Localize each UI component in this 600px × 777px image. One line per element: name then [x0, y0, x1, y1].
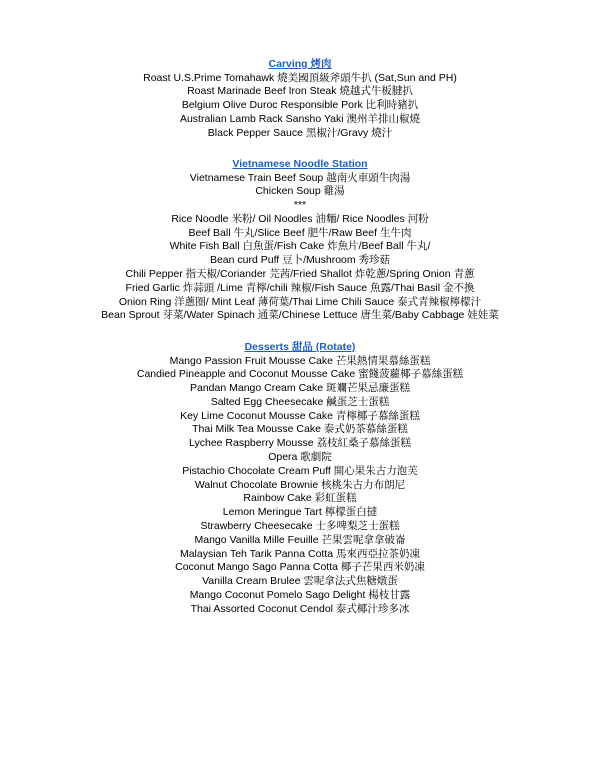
menu-item: Thai Milk Tea Mousse Cake 泰式奶茶慕絲蛋糕 [192, 423, 408, 436]
menu-item: Mango Coconut Pomelo Sago Delight 楊枝甘露 [189, 589, 411, 602]
menu-item: Walnut Chocolate Brownie 核桃朱古力布朗尼 [194, 478, 406, 491]
section-heading: Carving 烤肉 [268, 58, 332, 70]
menu-item: Chicken Soup 雞湯 [255, 185, 345, 198]
menu-item: Strawberry Cheesecake 士多啤梨芝士蛋糕 [200, 520, 400, 533]
menu-item: Mango Vanilla Mille Feuille 芒果雲呢拿拿破崙 [194, 533, 406, 546]
menu-item: Lemon Meringue Tart 檸檬蛋白撻 [222, 506, 378, 519]
menu-item: Roast U.S.Prime Tomahawk 燒美國頂級斧頭牛扒 (Sat,Sun and PH) [143, 71, 457, 84]
section-heading: Desserts 甜品 (Rotate) [244, 341, 356, 353]
menu-item: Rainbow Cake 彩虹蛋糕 [243, 492, 357, 505]
menu-item: Key Lime Coconut Mousse Cake 青檸椰子慕絲蛋糕 [180, 409, 420, 422]
desserts-section [0, 341, 600, 617]
menu-item: Salted Egg Cheesecake 鹹蛋芝士蛋糕 [210, 395, 390, 408]
menu-item: Pandan Mango Cream Cake 斑斕芒果忌廉蛋糕 [190, 382, 410, 395]
section-heading: Vietnamese Noodle Station [232, 158, 368, 170]
menu-item: Rice Noodle 米粉/ Oil Noodles 油麵/ Rice Noodles 河粉 [171, 212, 429, 225]
menu-item: Bean curd Puff 豆卜/Mushroom 秀珍菇 [209, 254, 391, 267]
menu-item: Lychee Raspberry Mousse 荔枝紅桑子慕絲蛋糕 [189, 437, 411, 450]
menu-item: Beef Ball 牛丸/Slice Beef 肥牛/Raw Beef 生牛肉 [188, 226, 412, 239]
menu-item: Thai Assorted Coconut Cendol 泰式椰汁珍多冰 [190, 602, 410, 615]
menu-item: Pistachio Chocolate Cream Puff 開心果朱古力泡芙 [182, 464, 418, 477]
menu-item: Black Pepper Sauce 黑椒汁/Gravy 燒汁 [207, 126, 393, 139]
menu-item: Coconut Mango Sago Panna Cotta 椰子芒果西米奶凍 [175, 561, 425, 574]
menu-item: Vanilla Cream Brulee 雲呢拿法式焦糖燉蛋 [202, 575, 398, 588]
menu-item: Mango Passion Fruit Mousse Cake 芒果熱情果慕絲蛋糕 [169, 354, 431, 367]
menu-item: Roast Marinade Beef Iron Steak 燒越式牛板腱扒 [187, 85, 413, 98]
menu-item: Malaysian Teh Tarik Panna Cotta 馬來西亞拉茶奶凍 [179, 547, 421, 560]
menu-item: Australian Lamb Rack Sansho Yaki 澳州羊排山椒燒 [179, 112, 421, 125]
menu-item: Belgium Olive Duroc Responsible Pork 比利時豬扒 [181, 99, 419, 112]
menu-item: Bean Sprout 芽菜/Water Spinach 通菜/Chinese Lettuce 唐生菜/Baby Cabbage 娃娃菜 [101, 309, 499, 322]
carving-section [0, 58, 600, 140]
menu-item: Fried Garlic 炸蒜頭 /Lime 青檸/chili 辣椒/Fish Sauce 魚露/Thai Basil 金不換 [125, 281, 475, 294]
vietnamese-noodle-section [0, 158, 600, 323]
separator-asterisks: *** [293, 199, 307, 212]
menu-item: Vietnamese Train Beef Soup 越南火車頭牛肉湯 [189, 171, 411, 184]
menu-item: Onion Ring 洋蔥圈/ Mint Leaf 薄荷葉/Thai Lime Chili Sauce 泰式青辣椒檸檬汁 [118, 295, 482, 308]
menu-item: Chili Pepper 指天椒/Coriander 芫茜/Fried Shallot 炸乾蔥/Spring Onion 青蔥 [125, 268, 475, 281]
menu-item: Opera 歌劇院 [268, 451, 332, 464]
menu-item: Candied Pineapple and Coconut Mousse Cake 蜜餞菠蘿椰子慕絲蛋糕 [136, 368, 464, 381]
menu-item: White Fish Ball 白魚蛋/Fish Cake 炸魚片/Beef Ball 牛丸/ [169, 240, 431, 253]
